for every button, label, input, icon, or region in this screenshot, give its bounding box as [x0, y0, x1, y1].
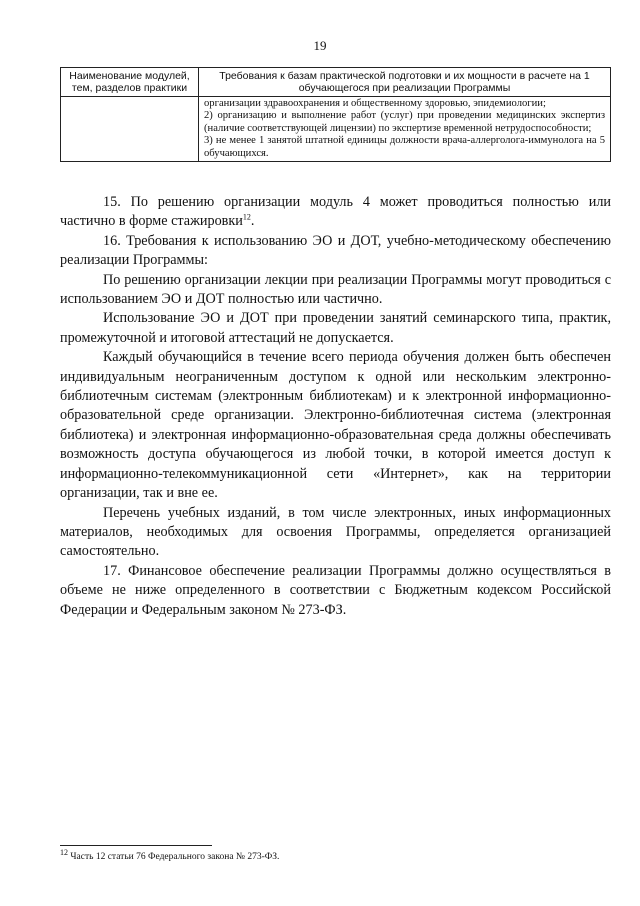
table-row: [61, 97, 611, 162]
footnote: [60, 847, 611, 863]
requirement-line: 3) не менее 1 занятой штатной единицы должности врача-аллерголога-иммунолога на 5 обучающихся.: [204, 135, 605, 159]
paragraph-library-access: Каждый обучающийся в течение всего периода обучения должен быть обеспечен индивидуальным неограниченным доступом к одной или нескольким электронно-библиотечным системам (электронным библиотекам) и к электронной информационно-образовательной среде организации. Электронно-библиотечная система (электронная библиотека) и электронная информационно-образовательная среда должны обеспечивать возможность доступа обучающегося из любой точки, в которой имеется доступ к информационно-телекоммуникационной сети «Интернет», как на территории организации, так и вне ее.: [60, 349, 611, 502]
footnote-divider: [60, 845, 212, 846]
document-body: [60, 193, 611, 620]
requirements-table: [60, 67, 611, 162]
paragraph-materials: Перечень учебных изданий, в том числе электронных, иных информационных материалов, необходимых для освоения Программы, определяется организацией самостоятельно.: [60, 504, 611, 560]
table-header-requirements: Требования к базам практической подготовки и их мощности в расчете на 1 обучающегося при реализации Программы: [199, 68, 611, 97]
table-cell-requirements: [199, 97, 611, 162]
requirement-line: организации здравоохранения и общественному здоровью, эпидемиологии;: [204, 98, 546, 109]
table-header-modules: Наименование модулей, тем, разделов практики: [61, 68, 199, 97]
paragraph-17: 17. Финансовое обеспечение реализации Программы должно осуществляться в объеме не ниже определенного в соответствии с Бюджетным кодексом Российской Федерации и Федеральным законом № 273-ФЗ.: [60, 562, 611, 618]
footnote-ref: 12: [242, 212, 251, 222]
requirement-line: 2) организацию и выполнение работ (услуг) при проведении медицинских экспертиз (наличие соответствующей лицензии) по экспертизе временной нетрудоспособности;: [204, 110, 605, 134]
footnote-number: 12: [60, 847, 68, 857]
paragraph-tail: .: [250, 213, 255, 230]
paragraph-text: 15. По решению организации модуль 4 может проводиться полностью или частично в форме стажировки: [60, 194, 611, 230]
table-cell-module: [61, 97, 199, 162]
paragraph-lectures: По решению организации лекции при реализации Программы могут проводиться с использованием ЭО и ДОТ полностью или частично.: [60, 271, 611, 308]
table-header-row: [61, 68, 611, 97]
paragraph-eo-dot-restriction: Использование ЭО и ДОТ при проведении занятий семинарского типа, практик, промежуточной и итоговой аттестаций не допускается.: [60, 310, 611, 346]
paragraph-16: 16. Требования к использованию ЭО и ДОТ, учебно-методическому обеспечению реализации Программы:: [60, 232, 611, 269]
footnote-text: Часть 12 статьи 76 Федерального закона № 273-ФЗ.: [68, 852, 280, 862]
page-number: 19: [313, 38, 327, 53]
paragraph-15: [60, 193, 611, 232]
